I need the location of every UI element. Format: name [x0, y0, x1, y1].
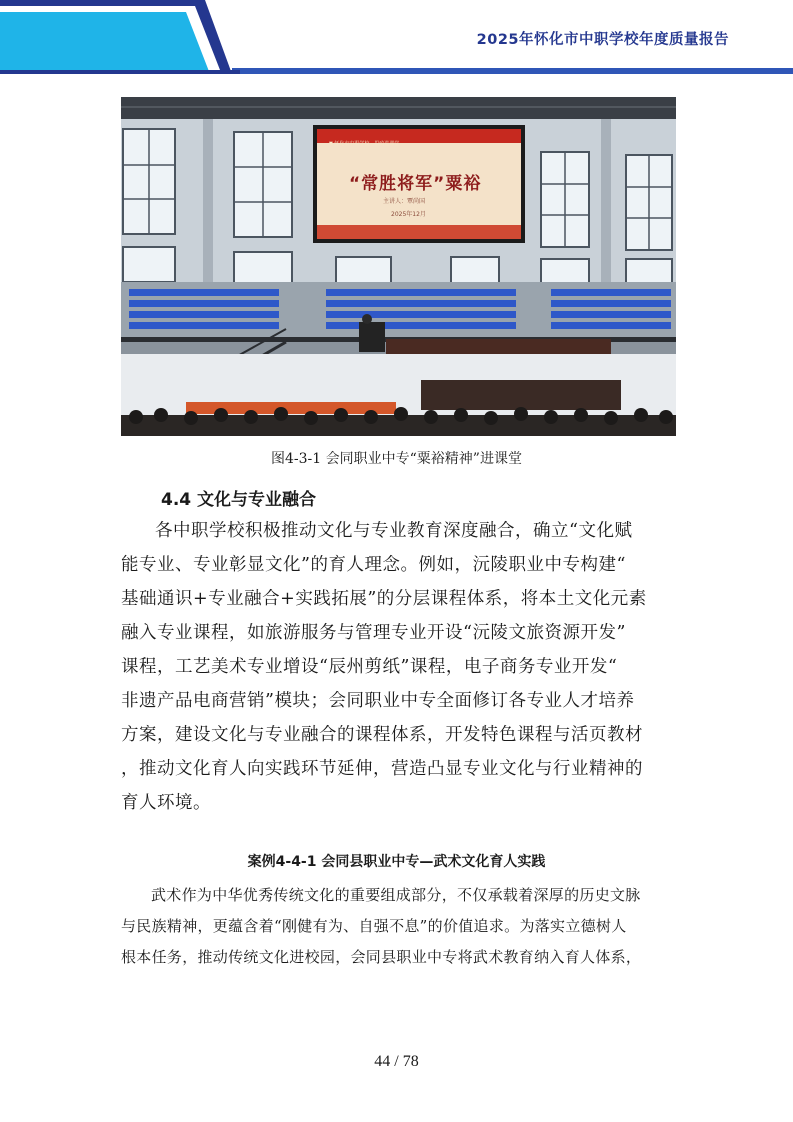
paragraph-line: 非遗产品电商营销”模块；会同职业中专全面修订各专业人才培养 [121, 691, 635, 711]
paragraph-line: ，推动文化育人向实践环节延伸，营造凸显专业文化与行业精神的 [121, 759, 643, 779]
case-line: 武术作为中华优秀传统文化的重要组成部分，不仅承载着深厚的历史文脉 [151, 886, 641, 904]
case-title: 案例4-4-1 会同县职业中专—武术文化育人实践 [247, 854, 546, 870]
paragraph-line: 育人环境。 [121, 793, 211, 813]
lecture-photo [121, 97, 676, 436]
page-number: 44 / 78 [374, 1053, 419, 1070]
section-heading: 4.4 文化与专业融合 [161, 490, 317, 510]
screen-title-text: “常胜将军”粟裕 [349, 174, 482, 194]
paragraph-line: 方案，建设文化与专业融合的课程体系，开发特色课程与活页教材 [121, 725, 643, 745]
paragraph-line: 能专业、专业彰显文化”的育人理念。例如，沅陵职业中专构建“ [121, 555, 626, 575]
screen-host-text: 主讲人：覃尚国 [383, 198, 426, 205]
report-title: 2025年怀化市中职学校年度质量报告 [476, 32, 729, 48]
gymnasium-illustration [121, 97, 676, 436]
case-line: 与民族精神，更蕴含着“刚健有为、自强不息”的价值追求。为落实立德树人 [121, 917, 627, 935]
page-header [0, 0, 793, 80]
paragraph-line: 基础通识+专业融合+实践拓展”的分层课程体系，将本土文化元素 [121, 589, 647, 609]
paragraph-line: 融入专业课程，如旅游服务与管理专业开设“沅陵文旅资源开发” [121, 623, 626, 643]
screen-date-text: 2025年12月 [391, 211, 426, 218]
figure-caption: 图4-3-1 会同职业中专“粟裕精神”进课堂 [271, 451, 522, 467]
screen-banner-text: ▼ 怀化市中职学校 · 思政进课堂 [329, 141, 400, 147]
paragraph-line: 课程，工艺美术专业增设“辰州剪纸”课程，电子商务专业开发“ [121, 657, 618, 677]
case-line: 根本任务，推动传统文化进校园，会同县职业中专将武术教育纳入育人体系， [121, 948, 642, 966]
paragraph-line: 各中职学校积极推动文化与专业教育深度融合，确立“文化赋 [155, 521, 633, 541]
